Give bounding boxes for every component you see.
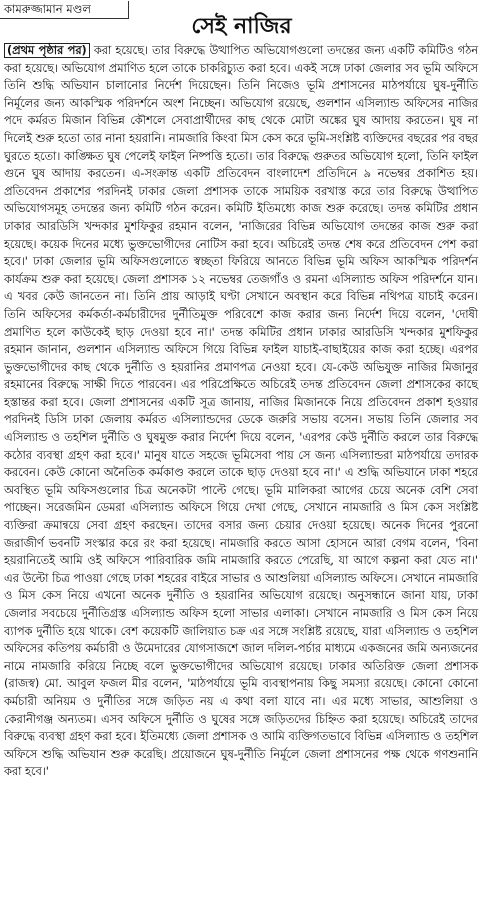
article-body (4, 42, 478, 781)
headline: সেই নাজির (191, 13, 292, 39)
article-paragraph (4, 42, 478, 781)
continued-label: (প্রথম পৃষ্ঠার পর) (4, 43, 90, 58)
byline: কামরুজ্জামান মণ্ডল (4, 2, 91, 16)
article-text: করা হয়েছে। তার বিরুদ্ধে উত্থাপিত অভিযোগগুলো তদন্তের জন্য একটি কমিটিও গঠন করা হয়েছে। অভিযোগ প্রমাণিত হলে তাকে চাকরিচ্যুত করা হবে। একই সঙ্গে ঢাকা জেলার সব ভূমি অফিসে তিনি শুদ্ধি অভিযান চালানোর নির্দেশ দিয়েছেন। তিনি নিজেও ভূমি প্রশাসনের মাঠপর্যায়ে ঘুষ-দুর্নীতি নির্মূলের জন্য আকস্মিক পরিদর্শনে অংশ নিচ্ছেন। অভিযোগ রয়েছে, গুলশান এসিল্যান্ড অফিসের নাজির পদে কর্মরত মিজান বিভিন্ন কৌশলে সেবাপ্রার্থীদের কাছ থেকে মোটা অঙ্কের ঘুষ আদায় করতেন। ঘুষ না দিলেই শুরু হতো তার নানা হয়রানি। নামজারি কিংবা মিস কেস করে ভূমি-সংশ্লিষ্ট ব্যক্তিদের বছরের পর বছর ঘুরতে হতো। কাঙ্ক্ষিত ঘুষ পেলেই ফাইল নিষ্পত্তি হতো। তার বিরুদ্ধে গুরুতর অভিযোগ হলো, তিনি ফাইল গুনে ঘুষ আদায় করতেন। এ-সংক্রান্ত একটি প্রতিবেদন বাংলাদেশ প্রতিদিনে ৯ নভেম্বর প্রকাশিত হয়। প্রতিবেদন প্রকাশের পরদিনই ঢাকার জেলা প্রশাসক তাকে সাময়িক বরখাস্ত করে তার বিরুদ্ধে উত্থাপিত অভিযোগসমূহ তদন্তের জন্য কমিটি গঠন করেন। কমিটি ইতিমধ্যে কাজ শুরু করেছে। তদন্ত কমিটির প্রধান ঢাকার আরডিসি খন্দকার মুশফিকুর রহমান বলেন, 'নাজিরের বিভিন্ন অভিযোগ তদন্তের কাজ শুরু করা হয়েছে। কয়েক দিনের মধ্যে ভুক্তভোগীদের নোটিস করা হবে। অচিরেই তদন্ত শেষ করে প্রতিবেদন পেশ করা হবে।' ঢাকা জেলার ভূমি অফিসগুলোতে স্বচ্ছতা ফিরিয়ে আনতে বিভিন্ন ভূমি অফিস আকস্মিক পরিদর্শন কার্যক্রম শুরু করা হয়েছে। জেলা প্রশাসক ১২ নভেম্বর তেজগাঁও ও রমনা এসিল্যান্ড অফিস পরিদর্শনে যান। এ খবর কেউ জানতেন না। তিনি প্রায় আড়াই ঘণ্টা সেখানে অবস্থান করে বিভিন্ন নথিপত্র যাচাই করেন। তিনি অফিসের কর্মকর্তা-কর্মচারীদের দুর্নীতিমুক্ত পরিবেশে কাজ করার জন্য নির্দেশ দিয়ে বলেন, 'দোষী প্রমাণিত হলে কাউকেই ছাড় দেওয়া হবে না।' তদন্ত কমিটির প্রধান ঢাকার আরডিসি খন্দকার মুশফিকুর রহমান জানান, গুলশান এসিল্যান্ড অফিসে গিয়ে বিভিন্ন ফাইল যাচাই-বাছাইয়ের কাজ করা হচ্ছে। এরপর ভুক্তভোগীদের কাছ থেকে দুর্নীতি ও হয়রানির প্রমাণপত্র নেওয়া হবে। যে-কেউ অভিযুক্ত নাজির মিজানুর রহমানের বিরুদ্ধে সাক্ষী দিতে পারবেন। এর পরিপ্রেক্ষিতে অচিরেই তদন্ত প্রতিবেদন জেলা প্রশাসকের কাছে হস্তান্তর করা হবে। জেলা প্রশাসনের একটি সূত্র জানায়, নাজির মিজানকে নিয়ে প্রতিবেদন প্রকাশ হওয়ার পরদিনই ডিসি ঢাকা জেলায় কর্মরত এসিল্যান্ডদের ডেকে জরুরি সভায় বসেন। সভায় তিনি জেলার সব এসিল্যান্ড ও তহশিল দুর্নীতি ও ঘুষমুক্ত করার নির্দেশ দিয়ে বলেন, 'এরপর কেউ দুর্নীতি করলে তার বিরুদ্ধে কঠোর ব্যবস্থা গ্রহণ করা হবে।' মানুষ যাতে সহজে ভূমিসেবা পায় সে জন্য এসিল্যান্ডরা মাঠপর্যায়ে তদারক করবেন। কেউ কোনো অনৈতিক কর্মকাণ্ড করলে তাকে ছাড় দেওয়া হবে না।' এ শুদ্ধি অভিযানে ঢাকা শহরে অবস্থিত ভূমি অফিসগুলোর চিত্র অনেকটা পাল্টে গেছে। ভূমি মালিকরা আগের চেয়ে অনেক বেশি সেবা পাচ্ছেন। সরেজমিন ডেমরা এসিল্যান্ড অফিসে গিয়ে দেখা গেছে, সেখানে নামজারি ও মিস কেস সংশ্লিষ্ট ব্যক্তিরা ক্রমান্বয়ে সেবা গ্রহণ করছেন। তাদের বসার জন্য চেয়ার দেওয়া হয়েছে। অনেক দিনের পুরনো জরাজীর্ণ ভবনটি সংস্কার করে রং করা হয়েছে। নামজারি করতে আসা হোসনে আরা বেগম বলেন, 'বিনা হয়রানিতেই আমি ওই অফিসে পারিবারিক জমি নামজারি করতে পেরেছি, যা আগে কল্পনা করা যেত না।' এর উল্টো চিত্র পাওয়া গেছে ঢাকা শহরের বাইরে সাভার ও আশুলিয়া এসিল্যান্ড অফিসে। সেখানে নামজারি ও মিস কেস নিয়ে এখনো অনেক দুর্নীতি ও হয়রানির অভিযোগ রয়েছে। অনুসন্ধানে জানা যায়, ঢাকা জেলার সবচেয়ে দুর্নীতিগ্রস্ত এসিল্যান্ড অফিস হলো সাভার এলাকা। সেখানে নামজারি ও মিস কেস নিয়ে ব্যাপক দুর্নীতি হয়ে থাকে। বেশ কয়েকটি জালিয়াত চক্র এর সঙ্গে সংশ্লিষ্ট রয়েছে, যারা এসিল্যান্ড ও তহশিল অফিসের কতিপয় কর্মচারী ও উমেদারের যোগসাজশে জাল দলিল-পর্চার মাধ্যমে একজনের জমি অন্যজনের নামে নামজারি করিয়ে নিচ্ছে বলে ভুক্তভোগীদের অভিযোগ রয়েছে। ঢাকার অতিরিক্ত জেলা প্রশাসক (রাজস্ব) মো. আবুল ফজল মীর বলেন, 'মাঠপর্যায়ে ভূমি ব্যবস্থাপনায় কিছু সমস্যা রয়েছে। কোনো কোনো কর্মচারী অনিয়ম ও দুর্নীতির সঙ্গে জড়িত নয় এ কথা বলা যাবে না। এর মধ্যে সাভার, আশুলিয়া ও কেরানীগঞ্জ অন্যতম। এসব অফিসে দুর্নীতি ও ঘুষের সঙ্গে জড়িতদের চিহ্নিত করা হয়েছে। অচিরেই তাদের বিরুদ্ধে ব্যবস্থা গ্রহণ করা হবে। ইতিমধ্যে জেলা প্রশাসক ও আমি ব্যক্তিগতভাবে বিভিন্ন এসিল্যান্ড ও তহশিল অফিসে শুদ্ধি অভিযান শুরু করেছি। প্রয়োজনে ঘুষ-দুর্নীতি নির্মূলে জেলা প্রশাসনের পক্ষ থেকে গণশুনানি করা হবে।' (4, 44, 478, 779)
